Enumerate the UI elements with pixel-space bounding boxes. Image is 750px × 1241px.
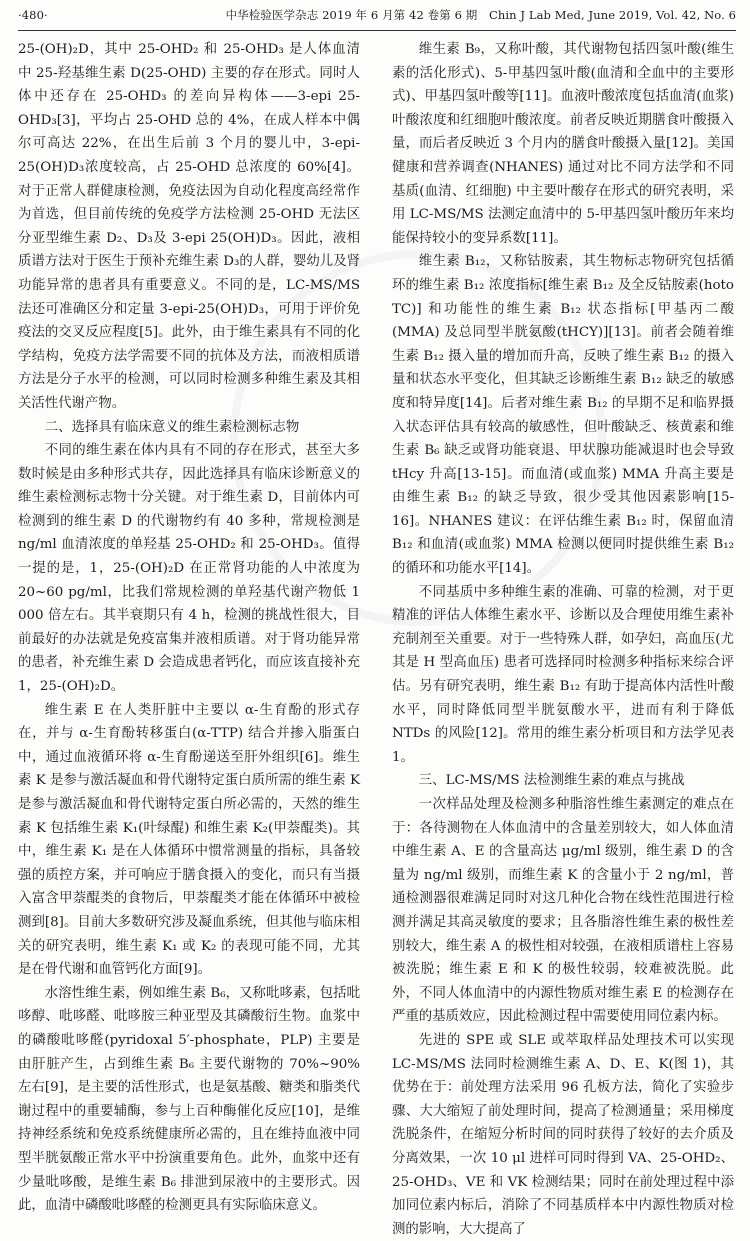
page-number: ·480· xyxy=(18,8,48,22)
section-heading: 三、LC-MS/MS 法检测维生素的难点与挑战 xyxy=(418,773,685,789)
section-heading: 二、选择具有临床意义的维生素检测标志物 xyxy=(44,419,300,435)
paragraph: 维生素 B₁₂，又称钴胺素，其生物标志物研究包括循环的维生素 B₁₂ 浓度指标[维生素 B₁₂ 及全反钴胺素(hoto TC)] 和功能性的维生素 B₁₂ 状态指标[甲基丙二酸(MMA) 及总同型半胱氨酸(tHCY)][13]。前者会随着维生素 B₁₂ 摄入量的增加而升高，反映了维生素 B₁₂ 的摄入量和状态水平变化，但其缺乏诊断维生素 B₁₂ 缺乏的敏感度和特异度[14]。后者对维生素 B₁₂ 的早期不足和临界摄入状态评估具有较高的敏感性，但叶酸缺乏、核黄素和维生素 B₆ 缺乏或肾功能衰退、甲状腺功能减退时也会导致 tHcy 升高[13-15]。而血清(或血浆) MMA 升高主要是由维生素 B₁₂ 的缺乏导致，很少受其他因素影响[15-16]。NHANES 建议：在评估维生素 B₁₂ 时，保留血清 B₁₂ 和血清(或血浆) MMA 检测以便同时提供维生素 B₁₂ 的循环和功能水平[14]。 xyxy=(392,254,734,577)
paragraph: 25-(OH)₂D，其中 25-OHD₂ 和 25-OHD₃ 是人体血清中 25-羟基维生素 D(25-OHD) 主要的存在形式。同时人体中还存在 25-OHD₃ 的差向异构体——3-epi 25-OHD₃[3]，平均占 25-OHD 总的 4%，在成人样本中偶尔可高达 22%，在出生后前 3 个月的婴儿中，3-epi-25(OH)D₃浓度较高，占 25-OHD 总浓度的 60%[4]。对于正常人群健康检测，免疫法因为自动化程度高经常作为首选，但目前传统的免疫学方法检测 25-OHD 无法区分亚型维生素 D₂、D₃及 3-epi 25(OH)D₃。因此，液相质谱方法对于医生于预补充维生素 D₃的人群，婴幼儿及肾功能异常的患者具有重要意义。不同的是，LC-MS/MS 法还可准确区分和定量 3-epi-25(OH)D₃，可用于评价免疫法的交叉反应程度[5]。此外，由于维生素具有不同的化学结构，免疫方法学需要不同的抗体及方法，而液相质谱方法是分子水平的检测，可以同时检测多种维生素及其相关活性代谢产物。 xyxy=(18,42,360,411)
left-column xyxy=(18,38,360,1218)
paragraph: 一次样品处理及检测多种脂溶性维生素测定的难点在于：各待测物在人体血清中的含量差别较大，如人体血清中维生素 A、E 的含量高达 μg/ml 级别，维生素 D 的含量为 ng/ml 级别，而维生素 K 的含量小于 2 ng/ml，普通检测器很难满足同时对这几种化合物在线性范围进行检测并满足其高灵敏度的要求；且各脂溶性维生素的极性差别较大，维生素 A 的极性相对较强，在液相质谱柱上容易被洗脱；维生素 E 和 K 的极性较弱，较难被洗脱。此外，不同人体血清中的内源性物质对维生素 E 的检测存在严重的基质效应，因此检测过程中需要使用同位素内标。 xyxy=(392,797,734,1025)
paragraph: 不同的维生素在体内具有不同的存在形式，甚至大多数时候是由多种形式共存，因此选择具有临床诊断意义的维生素检测标志物十分关键。对于维生素 D，目前体内可检测到的维生素 D 的代谢物约有 40 多种，常规检测是 ng/ml 血清浓度的单羟基 25-OHD₂ 和 25-OHD₃。值得一提的是，1，25-(OH)₂D 在正常肾功能的人中浓度为 20~60 pg/ml，比我们常规检测的单羟基代谢产物低 1 000 倍左右。其半衰期只有 4 h，检测的挑战性很大，目前最好的办法就是免疫富集并液相质谱。对于肾功能异常的患者，补充维生素 D 会造成患者钙化，而应该直接补充 1，25-(OH)₂D。 xyxy=(18,443,360,695)
paragraph: 水溶性维生素，例如维生素 B₆，又称吡哆素，包括吡哆醇、吡哆醛、吡哆胺三种亚型及其磷酸衍生物。血浆中的磷酸吡哆醛(pyridoxal 5′-phosphate，PLP) 主要是由肝脏产生，占到维生素 B₆ 主要代谢物的 70%~90% 左右[9]，是主要的活性形式，也是氨基酸、糖类和脂类代谢过程中的重要辅酶，参与上百种酶催化反应[10]，是维持神经系统和免疫系统健康所必需的，且在维持血液中同型半胱氨酸正常水平中扮演重要角色。此外，血浆中还有少量吡哆酸，是维生素 B₆ 排泄到尿液中的主要形式。因此，血清中磷酸吡哆醛的检测更具有实际临床意义。 xyxy=(18,985,360,1214)
paragraph: 先进的 SPE 或 SLE 或萃取样品处理技术可以实现 LC-MS/MS 法同时检测维生素 A、D、E、K(图 1)，其优势在于：前处理方法采用 96 孔板方法，简化了实验步骤、大大缩短了前处理时间，提高了检测通量；采用梯度洗脱条件，在缩短分析时间的同时获得了较好的去介质及分离效果，一次 10 μl 进样可同时得到 VA、25-OHD₂、25-OHD₃、VE 和 VK 检测结果；同时在前处理过程中添加同位素内标后，消除了不同基质样本中内源性物质对检测的影响，大大提高了 xyxy=(392,1032,734,1237)
running-header xyxy=(18,0,736,31)
journal-citation: 中华检验医学杂志 2019 年 6 月第 42 卷第 6 期 Chin J Lab Med, June 2019, Vol. 42, No. 6 xyxy=(225,8,736,22)
right-column xyxy=(392,38,734,1241)
paragraph: 维生素 B₉，又称叶酸，其代谢物包括四氢叶酸(维生素的活化形式)、5-甲基四氢叶酸(血清和全血中的主要形式)、甲基四氢叶酸等[11]。血液叶酸浓度包括血清(血浆)叶酸浓度和红细胞叶酸浓度。前者反映近期膳食叶酸摄入量，而后者反映近 3 个月内的膳食叶酸摄入量[12]。美国健康和营养调查(NHANES) 通过对比不同方法学和不同基质(血清、红细胞) 中主要叶酸存在形式的研究表明，采用 LC-MS/MS 法测定血清中的 5-甲基四氢叶酸历年来均能保持较小的变异系数[11]。 xyxy=(392,42,734,246)
paragraph: 维生素 E 在人类肝脏中主要以 α-生育酚的形式存在，并与 α-生育酚转移蛋白(α-TTP) 结合并掺入脂蛋白中，通过血液循环将 α-生育酚递送至肝外组织[6]。维生素 K 是参与激活凝血和骨代谢特定蛋白质所需的维生素 K 是参与激活凝血和骨代谢特定蛋白所必需的，天然的维生素 K 包括维生素 K₁(叶绿醌) 和维生素 K₂(甲萘醌类)。其中，维生素 K₁ 是在人体循环中惯常测量的指标，具备较强的质控方案，并可响应于膳食摄入的变化，而只有当摄入富含甲萘醌类的食物后，甲萘醌类才能在体循环中被检测到[8]。目前大多数研究涉及凝血系统，但其他与临床相关的研究表明，维生素 K₁ 或 K₂ 的表现可能不同，尤其是在骨代谢和血管钙化方面[9]。 xyxy=(18,702,360,978)
paragraph: 不同基质中多种维生素的准确、可靠的检测，对于更精准的评估人体维生素水平、诊断以及合理使用维生素补充制剂至关重要。对于一些特殊人群，如孕妇，高血压(尤其是 H 型高血压) 患者可选择同时检测多种指标来综合评估。另有研究表明，维生素 B₁₂ 有助于提高体内活性叶酸水平，同时降低同型半胱氨酸水平，进而有利于降低 NTDs 的风险[12]。常用的维生素分析项目和方法学见表 1。 xyxy=(392,584,734,765)
